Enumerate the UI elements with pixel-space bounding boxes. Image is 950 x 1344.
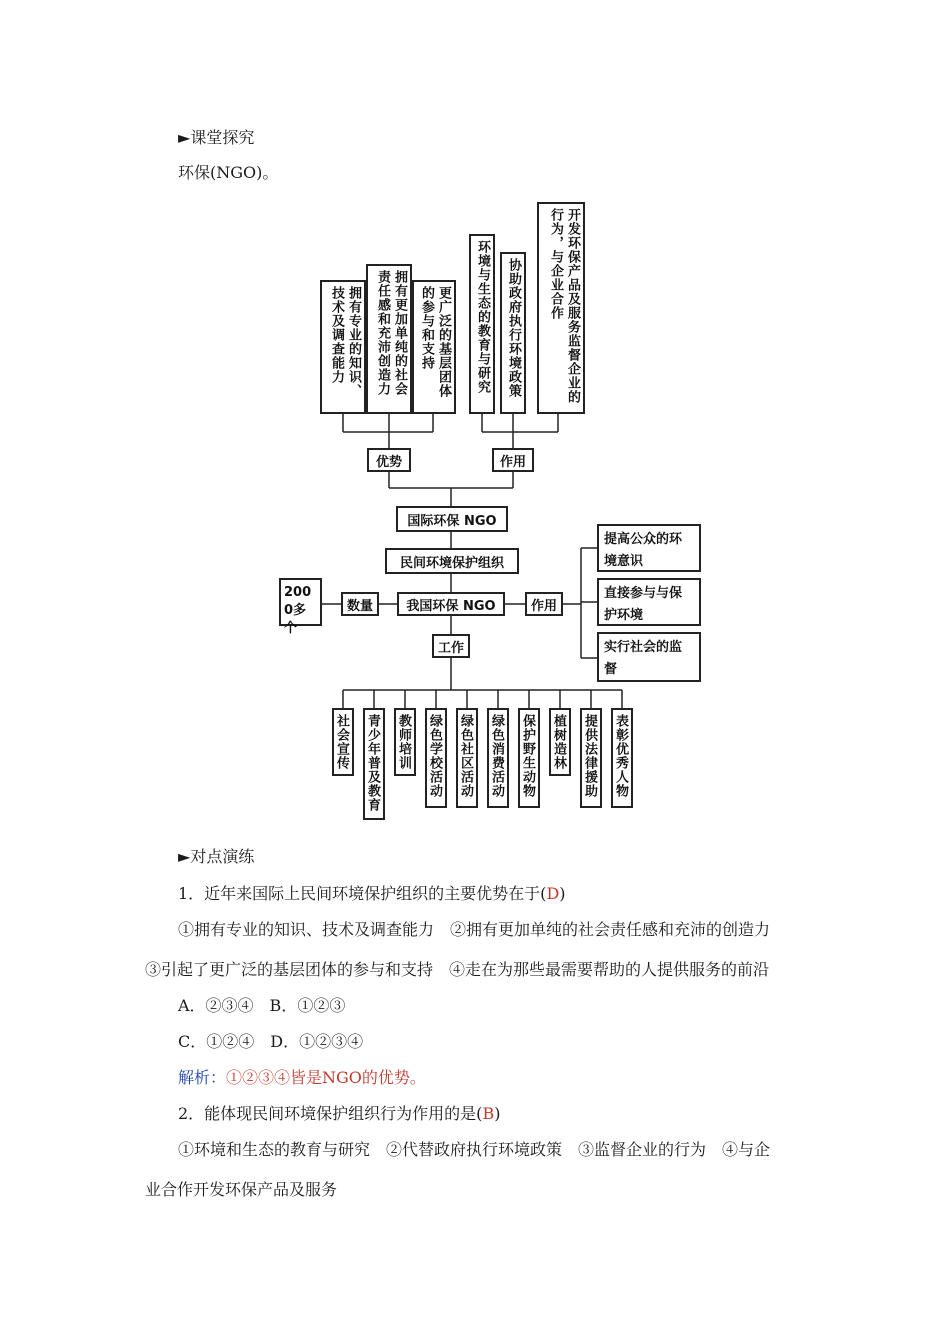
question-1-options-cd: C．①②④ D．①②③④ (178, 1032, 364, 1051)
section-heading-classroom (178, 128, 254, 148)
role-box-supervise: 开发环保产品及服务监督企业的行为，与企业合作 (537, 202, 585, 414)
section-marker: ► (178, 847, 191, 866)
work-item-teacher-training: 教师培训 (394, 708, 416, 776)
advantage-box-responsibility: 拥有更加单纯的社会责任感和充沛创造力 (366, 264, 412, 414)
question-2-statements-cont: 业合作开发环保产品及服务 (145, 1180, 338, 1199)
work-label: 工作 (432, 634, 470, 658)
section-title: 课堂探究 (190, 128, 255, 147)
question-1-analysis (178, 1068, 426, 1088)
work-item-commend: 表彰优秀人物 (611, 708, 633, 808)
work-item-afforestation: 植树造林 (549, 708, 571, 776)
section-title: 对点演练 (190, 847, 255, 866)
quantity-label: 数量 (341, 592, 379, 616)
work-item-green-consumption: 绿色消费活动 (487, 708, 509, 808)
intro-text: 环保(NGO)。 (178, 163, 279, 182)
question-1-stem: 1．近年来国际上民间环境保护组织的主要优势在于(D) (178, 884, 566, 903)
section-marker: ► (178, 128, 191, 147)
work-item-youth-education: 青少年普及教育 (363, 708, 385, 820)
work-item-legal-aid: 提供法律援助 (580, 708, 602, 808)
question-2-statements: ①环境和生态的教育与研究 ②代替政府执行环境政策 ③监督企业的行为 ④与企 (178, 1140, 771, 1159)
work-item-green-school: 绿色学校活动 (425, 708, 447, 808)
work-item-wildlife: 保护野生动物 (518, 708, 540, 808)
advantage-box-expertise: 拥有专业的知识、技术及调查能力 (320, 280, 366, 414)
domestic-role-participation: 直接参与与保护环境 (597, 578, 701, 626)
analysis-text: ①②③④皆是NGO的优势。 (226, 1068, 426, 1087)
role-box-education: 环境与生态的教育与研究 (469, 234, 495, 414)
role-box-policy: 协助政府执行环境政策 (500, 252, 526, 414)
question-2-stem: 2．能体现民间环境保护组织行为作用的是(B) (178, 1104, 501, 1123)
international-ngo-node: 国际环保 NGO (396, 506, 508, 532)
analysis-label: 解析： (178, 1068, 227, 1087)
domestic-role-supervision: 实行社会的监督 (597, 632, 701, 682)
domestic-role-awareness: 提高公众的环境意识 (597, 524, 701, 572)
question-1-statements-cont: ③引起了更广泛的基层团体的参与和支持 ④走在为那些最需要帮助的人提供服务的前沿 (145, 960, 770, 979)
civil-env-org-node: 民间环境保护组织 (385, 548, 519, 574)
work-item-green-community: 绿色社区活动 (456, 708, 478, 808)
advantages-label: 优势 (367, 448, 411, 472)
answer: B (482, 1104, 495, 1123)
work-item-publicity: 社会宣传 (332, 708, 354, 776)
ngo-concept-diagram (279, 196, 706, 826)
advantage-box-grassroots: 更广泛的基层团体的参与和支持 (412, 280, 456, 414)
roles-label: 作用 (492, 448, 534, 472)
domestic-role-label: 作用 (525, 592, 563, 616)
section-heading-practice (178, 847, 254, 867)
answer: D (546, 884, 560, 903)
question-1-options-ab: A．②③④ B．①②③ (178, 996, 346, 1015)
china-ngo-node: 我国环保 NGO (397, 592, 505, 616)
question-1-statements: ①拥有专业的知识、技术及调查能力 ②拥有更加单纯的社会责任感和充沛的创造力 (178, 920, 771, 939)
quantity-value-box: 2000多个 (279, 578, 322, 626)
